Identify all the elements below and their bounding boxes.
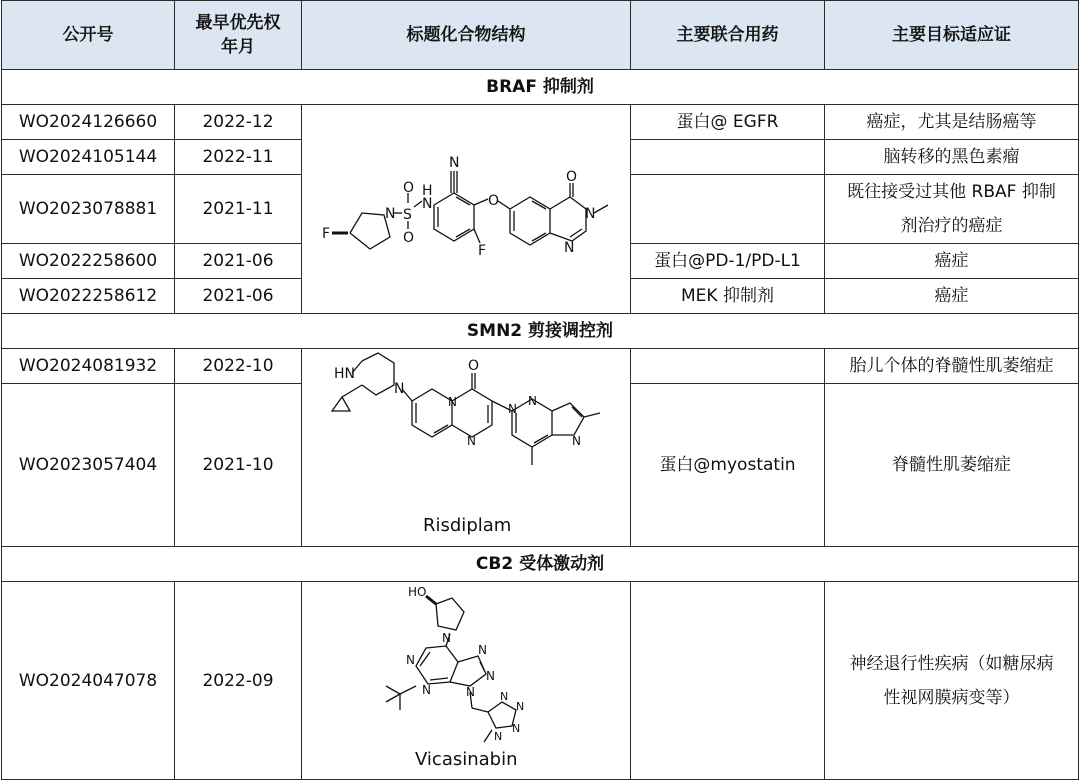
atom-n: N: [406, 653, 415, 667]
atom-n: N: [508, 402, 517, 416]
section-title: SMN2 剪接调控剂: [2, 314, 1079, 349]
indication-cell: 脊髓性肌萎缩症: [825, 384, 1079, 547]
table-row: [2, 349, 1079, 384]
header-structure: 标题化合物结构: [302, 1, 631, 70]
indication-cell: [825, 582, 1079, 780]
atom-n: N: [478, 643, 487, 657]
pub-no-cell: WO2022258612: [2, 279, 175, 314]
atom-n: N: [448, 395, 457, 409]
indication-cell: 脑转移的黑色素瘤: [825, 140, 1079, 175]
atom-n: N: [512, 722, 521, 735]
section-title: CB2 受体激动剂: [2, 547, 1079, 582]
indication-cell: 癌症: [825, 244, 1079, 279]
atom-n: N: [494, 730, 503, 743]
indication-cell: 癌症，尤其是结肠癌等: [825, 105, 1079, 140]
structure-cell-braf: [302, 105, 631, 314]
combo-cell: MEK 抑制剂: [631, 279, 825, 314]
atom-ho: HO: [408, 585, 427, 599]
priority-date-cell: 2021-11: [175, 175, 302, 244]
atom-f: F: [478, 243, 487, 259]
indication-cell: [825, 175, 1079, 244]
risdiplam-structure: [302, 349, 631, 519]
atom-o: O: [403, 180, 415, 196]
header-pub-no: 公开号: [2, 1, 175, 70]
pub-no-cell: WO2024047078: [2, 582, 175, 780]
priority-date-cell: 2022-10: [175, 349, 302, 384]
atom-n: N: [585, 206, 596, 222]
combo-cell: 蛋白@myostatin: [631, 384, 825, 547]
header-row: [2, 1, 1079, 70]
braf-compound-structure: [302, 109, 631, 309]
combo-cell: 蛋白@ EGFR: [631, 105, 825, 140]
indication-line: 剂治疗的癌症: [900, 216, 1003, 236]
atom-o: O: [403, 230, 415, 246]
header-priority-line1: 最早优先权: [195, 13, 281, 33]
combo-cell: [631, 140, 825, 175]
atom-n: N: [528, 394, 537, 408]
pub-no-cell: WO2024126660: [2, 105, 175, 140]
section-row-smn2: [2, 314, 1079, 349]
pub-no-cell: WO2023078881: [2, 175, 175, 244]
header-combo: 主要联合用药: [631, 1, 825, 70]
priority-date-cell: 2021-06: [175, 244, 302, 279]
combo-cell: [631, 349, 825, 384]
pub-no-cell: WO2024105144: [2, 140, 175, 175]
atom-o: O: [566, 169, 578, 185]
section-title: BRAF 抑制剂: [2, 70, 1079, 105]
structure-cell-cb2: [302, 582, 631, 780]
section-row-cb2: [2, 547, 1079, 582]
priority-date-cell: 2021-10: [175, 384, 302, 547]
table-row: [2, 105, 1079, 140]
indication-cell: 癌症: [825, 279, 1079, 314]
atom-f: F: [322, 226, 331, 242]
atom-o: O: [468, 358, 480, 374]
vicasinabin-structure: [302, 582, 631, 752]
atom-n: N: [385, 206, 396, 222]
section-row-braf: [2, 70, 1079, 105]
atom-n: N: [422, 683, 431, 697]
atom-n: N: [422, 196, 433, 212]
pub-no-cell: WO2023057404: [2, 384, 175, 547]
atom-s: S: [403, 207, 412, 223]
atom-n: N: [572, 434, 581, 448]
combo-cell: 蛋白@PD-1/PD-L1: [631, 244, 825, 279]
atom-n: N: [394, 381, 405, 397]
header-priority-line2: 年月: [221, 37, 255, 57]
atom-o: O: [488, 193, 500, 209]
structure-cell-smn2: [302, 349, 631, 547]
priority-date-cell: 2021-06: [175, 279, 302, 314]
atom-n: N: [442, 631, 451, 645]
combo-cell: [631, 582, 825, 780]
atom-n: N: [516, 700, 525, 713]
pub-no-cell: WO2024081932: [2, 349, 175, 384]
priority-date-cell: 2022-12: [175, 105, 302, 140]
pub-no-cell: WO2022258600: [2, 244, 175, 279]
atom-h: H: [422, 183, 433, 199]
atom-hn: HN: [334, 366, 355, 382]
priority-date-cell: 2022-09: [175, 582, 302, 780]
compound-name: Risdiplam: [423, 515, 512, 536]
indication-line: 性视网膜病变等）: [883, 687, 1020, 708]
indication-cell: 胎儿个体的脊髓性肌萎缩症: [825, 349, 1079, 384]
atom-n: N: [564, 240, 575, 256]
atom-n: N: [486, 669, 495, 683]
patent-table: [1, 0, 1079, 780]
atom-n: N: [449, 155, 460, 171]
indication-line: 既往接受过其他 RBAF 抑制: [847, 182, 1056, 202]
table-row: [2, 582, 1079, 780]
header-priority: [175, 1, 302, 70]
compound-name: Vicasinabin: [415, 749, 518, 770]
priority-date-cell: 2022-11: [175, 140, 302, 175]
indication-line: 神经退行性疾病（如糖尿病: [849, 653, 1054, 674]
atom-n: N: [500, 690, 509, 703]
atom-n: N: [466, 685, 475, 699]
combo-cell: [631, 175, 825, 244]
header-indication: 主要目标适应证: [825, 1, 1079, 70]
atom-n: N: [467, 434, 476, 448]
